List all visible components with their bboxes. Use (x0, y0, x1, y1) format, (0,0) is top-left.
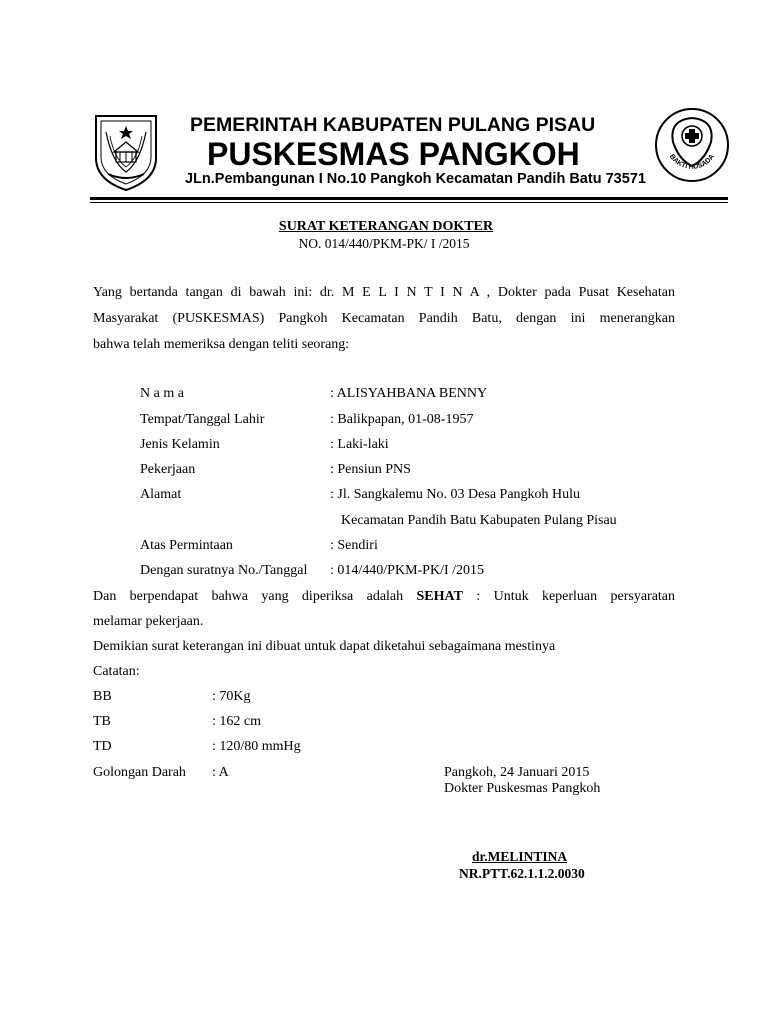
note-value-weight: : 70Kg (212, 689, 251, 704)
intro-paragraph-line-3: bahwa telah memeriksa dengan teliti seorang: (93, 337, 350, 352)
signature-place-date: Pangkoh, 24 Januari 2015 (444, 765, 590, 780)
signature-position: Dokter Puskesmas Pangkoh (444, 781, 601, 796)
note-label-blood-pressure: TD (93, 739, 112, 754)
identity-value-address-continued: Kecamatan Pandih Batu Kabupaten Pulang Pisau (341, 513, 617, 528)
letterhead-divider-thick (90, 197, 728, 200)
identity-label-letter-ref: Dengan suratnya No./Tanggal (140, 563, 308, 578)
note-label-blood-type: Golongan Darah (93, 765, 186, 780)
intro-paragraph-line-1: Yang bertanda tangan di bawah ini: dr. M E L I N T I N A , Dokter pada Pusat Kesehatan (93, 285, 675, 300)
identity-label-name: N a m a (140, 386, 184, 401)
identity-label-gender: Jenis Kelamin (140, 437, 220, 452)
institution-address: JLn.Pembangunan I No.10 Pangkoh Kecamatan Pandih Batu 73571 (185, 171, 646, 187)
notes-heading: Catatan: (93, 664, 140, 679)
government-heading: PEMERINTAH KABUPATEN PULANG PISAU (190, 114, 596, 136)
note-value-blood-type: : A (212, 765, 229, 780)
note-value-blood-pressure: : 120/80 mmHg (212, 739, 301, 754)
letterhead-divider-thin (90, 202, 728, 203)
identity-value-address: : Jl. Sangkalemu No. 03 Desa Pangkoh Hulu (330, 487, 581, 502)
signatory-registration-number: NR.PTT.62.1.1.2.0030 (459, 866, 585, 881)
identity-value-occupation: : Pensiun PNS (330, 462, 411, 477)
bakti-husada-logo (653, 106, 731, 184)
institution-name: PUSKESMAS PANGKOH (207, 136, 580, 172)
closing-statement: Demikian surat keterangan ini dibuat untuk dapat diketahui sebagaimana mestinya (93, 639, 556, 654)
identity-value-request: : Sendiri (330, 538, 378, 553)
regency-emblem-logo (92, 112, 160, 192)
health-status: SEHAT (416, 589, 463, 604)
identity-label-request: Atas Permintaan (140, 538, 233, 553)
signatory-name: dr.MELINTINA (472, 849, 568, 864)
opinion-line-1: Dan berpendapat bahwa yang diperiksa adalah SEHAT : Untuk keperluan persyaratan (93, 589, 676, 604)
note-label-height: TB (93, 714, 111, 729)
identity-label-address: Alamat (140, 487, 182, 502)
identity-label-occupation: Pekerjaan (140, 462, 196, 477)
opinion-line-2: melamar pekerjaan. (93, 614, 204, 629)
document-title: SURAT KETERANGAN DOKTER (278, 219, 494, 234)
identity-label-birth: Tempat/Tanggal Lahir (140, 412, 265, 427)
identity-value-birth: : Balikpapan, 01-08-1957 (330, 412, 474, 427)
note-label-weight: BB (93, 689, 112, 704)
svg-text:BAKTI HUSADA: BAKTI HUSADA (667, 153, 716, 171)
identity-value-gender: : Laki-laki (330, 437, 389, 452)
note-value-height: : 162 cm (212, 714, 261, 729)
intro-paragraph-line-2: Masyarakat (PUSKESMAS) Pangkoh Kecamatan Pandih Batu, dengan ini menerangkan (93, 311, 675, 326)
identity-value-name: : ALISYAHBANA BENNY (330, 386, 488, 401)
identity-value-letter-ref: : 014/440/PKM-PK/I /2015 (330, 563, 485, 578)
document-number: NO. 014/440/PKM-PK/ I /2015 (298, 236, 470, 251)
